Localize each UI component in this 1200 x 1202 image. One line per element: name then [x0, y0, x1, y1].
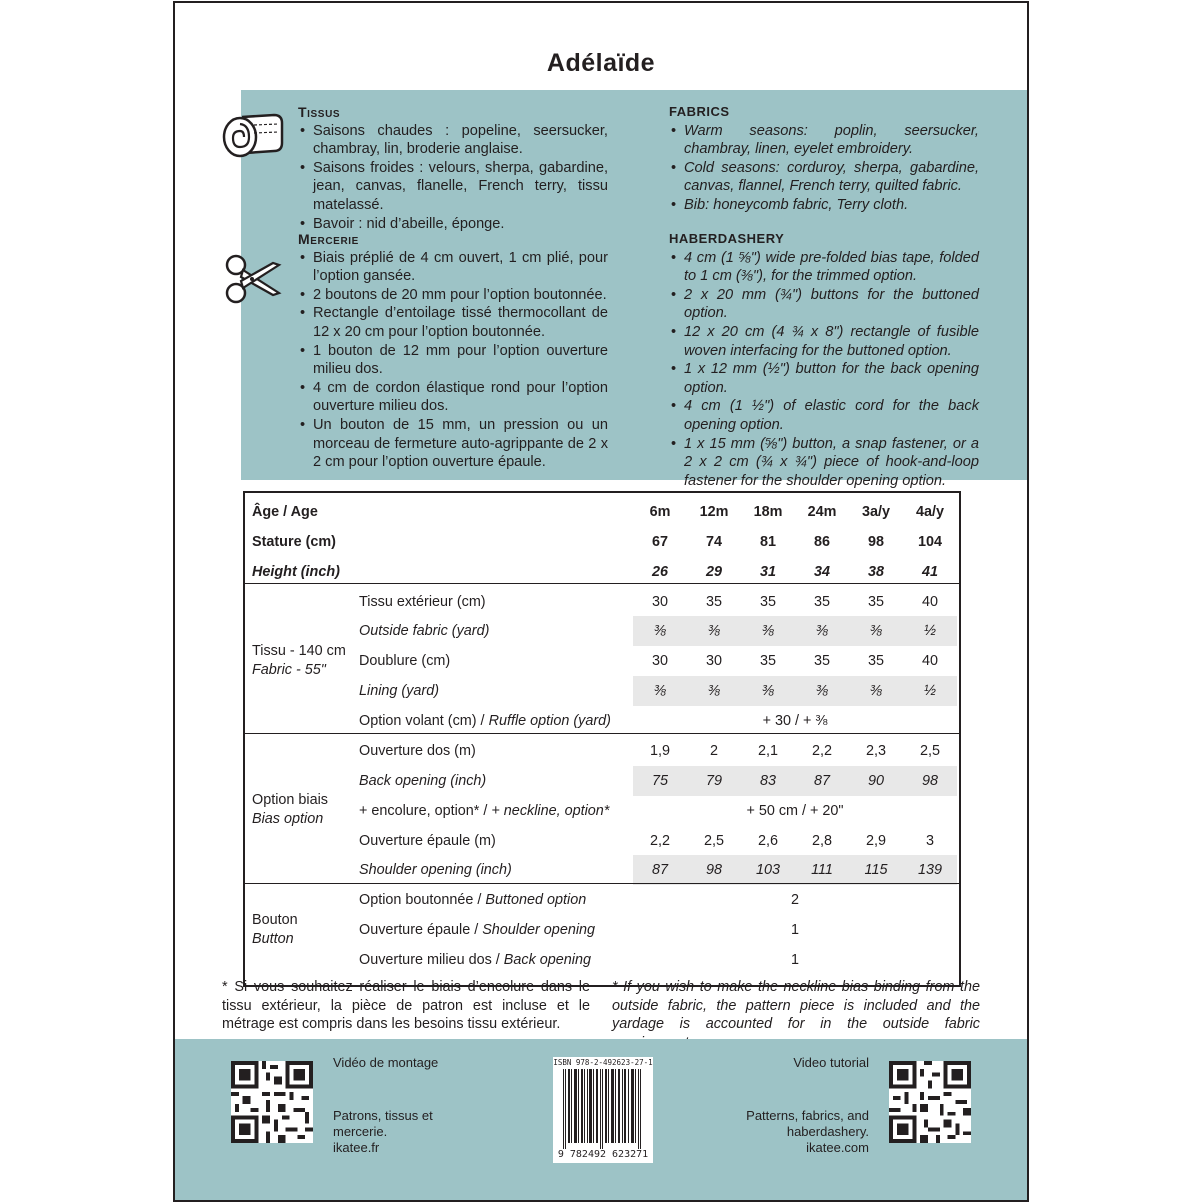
list-item: • Bavoir : nid d’abeille, éponge.: [298, 215, 608, 234]
list-item: • 2 x 20 mm (¾") buttons for the buttoned option.: [669, 286, 979, 323]
table-cell: 3: [925, 833, 934, 849]
table-cell: 41: [921, 564, 938, 580]
table-cell: 30: [651, 594, 668, 610]
table-cell: 2,6: [757, 833, 778, 849]
btn2-label-fr: Ouverture épaule /: [359, 922, 483, 938]
table-row-outer-cm: [245, 587, 959, 617]
row-label: [359, 706, 611, 736]
list-item: • 4 cm (1 ⅝") wide pre-folded bias tape, folded to 1 cm (⅜"), for the trimmed option.: [669, 249, 979, 286]
table-cell: 2,9: [865, 833, 886, 849]
table-cell: ½: [903, 676, 957, 706]
table-cell: 98: [903, 766, 957, 796]
table-cell: 2,2: [811, 743, 832, 759]
barcode-digits: 9 782492 623271: [557, 1149, 649, 1160]
table-cell: 40: [921, 594, 938, 610]
notions-fr-title: Mercerie: [298, 231, 359, 247]
table-cell: 30: [705, 653, 722, 669]
url-fr[interactable]: ikatee.fr: [333, 1140, 380, 1155]
notions-fr: [298, 230, 608, 472]
table-cell: 83: [741, 766, 795, 796]
table-cell: 2: [790, 892, 799, 908]
age-label: Âge / Age: [252, 504, 318, 520]
button-group-fr: Bouton: [252, 912, 298, 928]
list-item: • 4 cm (1 ½") of elastic cord for the back opening option.: [669, 397, 979, 434]
barcode: [553, 1057, 653, 1163]
table-row-shoulder-button: [245, 915, 959, 945]
url-en[interactable]: ikatee.com: [806, 1140, 869, 1155]
table-cell: 98: [867, 534, 884, 550]
notions-en-title: HABERDASHERY: [669, 231, 785, 246]
table-cell: 40: [921, 653, 938, 669]
age-cell: 3a/y: [861, 504, 890, 520]
list-item: • 1 x 12 mm (½") button for the back opening option.: [669, 360, 979, 397]
btn1-label-fr: Option boutonnée /: [359, 892, 486, 908]
table-cell: 90: [849, 766, 903, 796]
notions-en: [669, 230, 979, 490]
list-item: • 12 x 20 cm (4 ¾ x 8") rectangle of fusible woven interfacing for the buttoned option.: [669, 323, 979, 360]
table-cell: 38: [867, 564, 884, 580]
qr-code-icon[interactable]: [231, 1061, 313, 1143]
table-row-ruffle: [245, 706, 959, 736]
table-cell: 31: [759, 564, 776, 580]
table-cell: 75: [633, 766, 687, 796]
table-cell: 139: [903, 855, 957, 885]
table-cell: ⅜: [741, 676, 795, 706]
shop-label-fr: Patrons, tissus et mercerie.: [333, 1108, 433, 1139]
age-cell: 24m: [807, 504, 837, 520]
table-cell: 1: [790, 952, 799, 968]
divider: [245, 883, 959, 884]
table-cell: ½: [903, 616, 957, 646]
divider: [245, 733, 959, 734]
ruffle-label-en: Ruffle option (yard): [488, 713, 611, 729]
height-label: Height (inch): [252, 564, 340, 580]
table-cell: 2,5: [703, 833, 724, 849]
row-label: Ouverture épaule (m): [359, 833, 496, 849]
table-cell: 35: [705, 594, 722, 610]
row-label: Back opening (inch): [359, 773, 487, 789]
ruffle-label-fr: Option volant (cm) /: [359, 713, 489, 729]
btn1-label-en: Buttoned option: [485, 892, 587, 908]
table-cell: 115: [849, 855, 903, 885]
table-cell: 1: [790, 922, 799, 938]
table-row-buttoned: [245, 885, 959, 915]
table-cell: 86: [813, 534, 830, 550]
table-cell: 1,9: [649, 743, 670, 759]
table-cell: ⅜: [849, 616, 903, 646]
bias-group-en: Bias option: [252, 811, 324, 827]
fabric-group-en: Fabric - 55": [252, 662, 326, 678]
table-cell: 87: [633, 855, 687, 885]
fabrics-en: [669, 103, 979, 215]
table-cell: 35: [867, 653, 884, 669]
table-cell: 35: [813, 594, 830, 610]
list-item: • Saisons chaudes : popeline, seersucker, chambray, lin, broderie anglaise.: [298, 122, 608, 159]
button-group-en: Button: [252, 931, 294, 947]
table-cell: 2: [709, 743, 718, 759]
table-cell: 34: [813, 564, 830, 580]
list-item: • Rectangle d’entoilage tissé thermocollant de 12 x 20 cm pour l’option boutonnée.: [298, 304, 608, 341]
table-cell: ⅜: [849, 676, 903, 706]
table-cell: 29: [705, 564, 722, 580]
list-item: • Bib: honeycomb fabric, Terry cloth.: [669, 196, 979, 215]
list-item: • Warm seasons: poplin, seersucker, chambray, linen, eyelet embroidery.: [669, 122, 979, 159]
row-label: Tissu extérieur (cm): [359, 594, 486, 610]
table-cell: 30: [651, 653, 668, 669]
row-label: Shoulder opening (inch): [359, 862, 512, 878]
table-cell: + 30 / + ⅜: [762, 713, 828, 729]
page-title: Adélaïde: [546, 49, 656, 77]
table-cell: ⅜: [795, 676, 849, 706]
table-cell: 35: [867, 594, 884, 610]
row-label: [359, 796, 609, 826]
table-row-lining-cm: [245, 646, 959, 676]
bias-group-fr: Option biais: [252, 792, 328, 808]
table-cell: ⅜: [795, 616, 849, 646]
list-item: • 2 boutons de 20 mm pour l’option boutonnée.: [298, 286, 608, 305]
row-label: Doublure (cm): [359, 653, 451, 669]
fabrics-en-title: FABRICS: [669, 104, 730, 119]
row-label: Ouverture dos (m): [359, 743, 476, 759]
btn2-label-en: Shoulder opening: [482, 922, 596, 938]
shop-label-en: Patterns, fabrics, and haberdashery.: [746, 1108, 869, 1139]
qr-code-icon[interactable]: [889, 1061, 971, 1143]
table-cell: 26: [651, 564, 668, 580]
list-item: • Saisons froides : velours, sherpa, gabardine, jean, canvas, flanelle, French terry, tissu matelassé.: [298, 159, 608, 215]
table-cell: 35: [759, 594, 776, 610]
table-cell: ⅜: [633, 616, 687, 646]
fabrics-fr-title: Tissus: [298, 104, 341, 120]
table-cell: + 50 cm / + 20": [746, 803, 844, 819]
row-label: [359, 885, 586, 915]
table-row-shoulder-m: [245, 826, 959, 856]
row-label: [359, 945, 591, 975]
divider: [245, 583, 959, 584]
table-cell: 87: [795, 766, 849, 796]
list-item: • Biais préplié de 4 cm ouvert, 1 cm plié, pour l’option gansée.: [298, 249, 608, 286]
neckline-label-en: + neckline, option*: [491, 803, 610, 819]
isbn-text: ISBN 978-2-492623-27-1: [553, 1058, 653, 1067]
list-item: • 1 x 15 mm (⅝") button, a snap fastener, or a 2 x 2 cm (¾ x ¾") piece of hook-and-loop fastener for the shoulder opening option.: [669, 435, 979, 491]
table-row-back-in: [245, 766, 959, 796]
neckline-label-fr: + encolure, option* /: [359, 803, 492, 819]
table-cell: 79: [687, 766, 741, 796]
table-cell: 111: [795, 855, 849, 885]
table-cell: 35: [813, 653, 830, 669]
list-item: • 4 cm de cordon élastique rond pour l’option ouverture milieu dos.: [298, 379, 608, 416]
btn3-label-fr: Ouverture milieu dos /: [359, 952, 504, 968]
list-item: • Cold seasons: corduroy, sherpa, gabardine, canvas, flannel, French terry, quilted fabric.: [669, 159, 979, 196]
footnote-en: * If you wish to make the neckline bias binding from the outside fabric, the pattern piece is included and the yardage is accounted for in the outside fabric: [612, 979, 980, 1033]
list-item: • Un bouton de 15 mm, un pression ou un morceau de fermeture auto-agrippante de 2 x 2 cm pour l’option ouverture épaule.: [298, 416, 608, 472]
row-label: Lining (yard): [359, 683, 439, 699]
table-cell: 98: [687, 855, 741, 885]
table-row-back-m: [245, 736, 959, 766]
table-cell: 2,5: [919, 743, 940, 759]
scissors-icon: [223, 253, 283, 310]
age-cell: 6m: [649, 504, 671, 520]
row-label: Outside fabric (yard): [359, 623, 490, 639]
table-row-lining-yd: [245, 676, 959, 706]
table-row-stature: [245, 527, 959, 557]
age-cell: 12m: [699, 504, 729, 520]
table-cell: 2,8: [811, 833, 832, 849]
list-item: • 1 bouton de 12 mm pour l’option ouverture milieu dos.: [298, 342, 608, 379]
fabrics-fr: [298, 103, 608, 233]
video-label-fr: Vidéo de montage: [333, 1055, 439, 1070]
row-label: [359, 915, 595, 945]
stature-label: Stature (cm): [252, 534, 336, 550]
table-row-back-button: [245, 945, 959, 975]
table-cell: 104: [917, 534, 942, 550]
footer-band: [175, 1039, 1027, 1200]
table-row-shoulder-in: [245, 855, 959, 885]
fabric-group-fr: Tissu - 140 cm: [252, 643, 346, 659]
video-label-en: Video tutorial: [793, 1055, 869, 1070]
table-cell: 35: [759, 653, 776, 669]
age-cell: 4a/y: [915, 504, 944, 520]
table-cell: ⅜: [741, 616, 795, 646]
table-row-outer-yd: [245, 616, 959, 646]
table-cell: 67: [651, 534, 668, 550]
fabric-roll-icon: [220, 111, 284, 166]
table-row-age: [245, 497, 959, 527]
table-cell: 81: [759, 534, 776, 550]
table-cell: 74: [705, 534, 722, 550]
btn3-label-en: Back opening: [503, 952, 591, 968]
table-cell: 2,2: [649, 833, 670, 849]
table-cell: ⅜: [633, 676, 687, 706]
table-cell: 103: [741, 855, 795, 885]
footnote-fr: * Si vous souhaitez réaliser le biais d’encolure dans le tissu extérieur, la pièce de patron est incluse et le métrage est compris dans les besoins tissu extérieur.: [222, 979, 590, 1033]
table-cell: 2,1: [757, 743, 778, 759]
age-cell: 18m: [753, 504, 783, 520]
table-cell: 2,3: [865, 743, 886, 759]
size-chart-table: [243, 491, 961, 987]
table-cell: ⅜: [687, 676, 741, 706]
pattern-back-cover: [173, 1, 1029, 1202]
table-row-neckline: [245, 796, 959, 826]
table-cell: ⅜: [687, 616, 741, 646]
